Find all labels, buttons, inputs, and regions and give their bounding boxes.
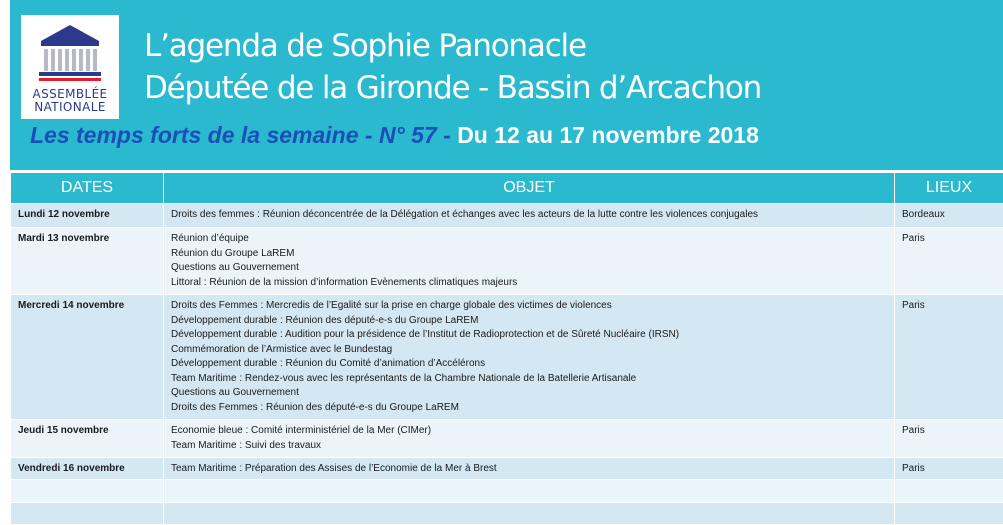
objet-item: Team Maritime : Rendez-vous avec les représentants de la Chambre Nationale de la Batellerie Artisanale (171, 372, 886, 387)
objet-item: Team Maritime : Préparation des Assises de l’Economie de la Mer à Brest (171, 462, 886, 477)
objet-item: Team Maritime : Suivi des travaux (171, 439, 886, 454)
table-row (11, 228, 1003, 295)
row-objet (164, 204, 895, 228)
row-lieu: Paris (895, 458, 1003, 480)
row-date: Mercredi 14 novembre (11, 295, 164, 420)
empty-row (11, 503, 1003, 525)
empty-cell (11, 480, 164, 503)
empty-cell (11, 503, 164, 525)
table-row (11, 204, 1003, 228)
table-row (11, 458, 1003, 480)
table-header-row (11, 173, 1003, 204)
assemblee-nationale-logo (21, 15, 119, 119)
column-header-lieux: LIEUX (895, 173, 1003, 204)
agenda-table (10, 172, 1003, 525)
week-date-range: Du 12 au 17 novembre 2018 (457, 122, 759, 148)
table-row (11, 420, 1003, 458)
row-objet (164, 295, 895, 420)
highlights-number: Les temps forts de la semaine - N° 57 - (30, 122, 451, 148)
row-lieu: Paris (895, 295, 1003, 420)
week-highlights-line (30, 122, 759, 149)
objet-item: Réunion d’équipe (171, 232, 886, 247)
objet-item: Questions au Gouvernement (171, 261, 886, 276)
empty-cell (895, 480, 1003, 503)
row-objet (164, 458, 895, 480)
row-lieu: Bordeaux (895, 204, 1003, 228)
objet-item: Développement durable : Réunion des député-e-s du Groupe LaREM (171, 314, 886, 329)
objet-item: Développement durable : Audition pour la présidence de l’Institut de Radioprotection et de Sûreté Nucléaire (IRSN) (171, 328, 886, 343)
objet-item: Economie bleue : Comité interministériel de la Mer (CIMer) (171, 424, 886, 439)
objet-item: Littoral : Réunion de la mission d’information Evènements climatiques majeurs (171, 276, 886, 291)
assembly-building-icon (35, 21, 105, 83)
logo-text-line-2: NATIONALE (21, 100, 119, 114)
objet-item: Commémoration de l’Armistice avec le Bundestag (171, 343, 886, 358)
empty-cell (164, 503, 895, 525)
empty-cell (164, 480, 895, 503)
row-date: Jeudi 15 novembre (11, 420, 164, 458)
column-header-dates: DATES (11, 173, 164, 204)
objet-item: Droits des femmes : Réunion déconcentrée de la Délégation et échanges avec les acteurs de la lutte contre les violences conjugales (171, 208, 886, 223)
logo-text-line-1: ASSEMBLÉE (21, 87, 119, 101)
row-date: Lundi 12 novembre (11, 204, 164, 228)
row-objet (164, 420, 895, 458)
agenda-title: L’agenda de Sophie Panonacle (144, 28, 586, 64)
empty-row (11, 480, 1003, 503)
empty-cell (895, 503, 1003, 525)
objet-item: Questions au Gouvernement (171, 386, 886, 401)
objet-item: Développement durable : Réunion du Comité d’animation d’Accélérons (171, 357, 886, 372)
row-objet (164, 228, 895, 295)
row-date: Vendredi 16 novembre (11, 458, 164, 480)
header-banner (10, 0, 1003, 170)
objet-item: Réunion du Groupe LaREM (171, 247, 886, 262)
row-date: Mardi 13 novembre (11, 228, 164, 295)
column-header-objet: OBJET (164, 173, 895, 204)
row-lieu: Paris (895, 228, 1003, 295)
row-lieu: Paris (895, 420, 1003, 458)
objet-item: Droits des Femmes : Réunion des député-e-s du Groupe LaREM (171, 401, 886, 416)
objet-item: Droits des Femmes : Mercredis de l’Egalité sur la prise en charge globale des victimes de violences (171, 299, 886, 314)
table-row (11, 295, 1003, 420)
deputy-subtitle: Députée de la Gironde - Bassin d’Arcachon (144, 70, 761, 106)
